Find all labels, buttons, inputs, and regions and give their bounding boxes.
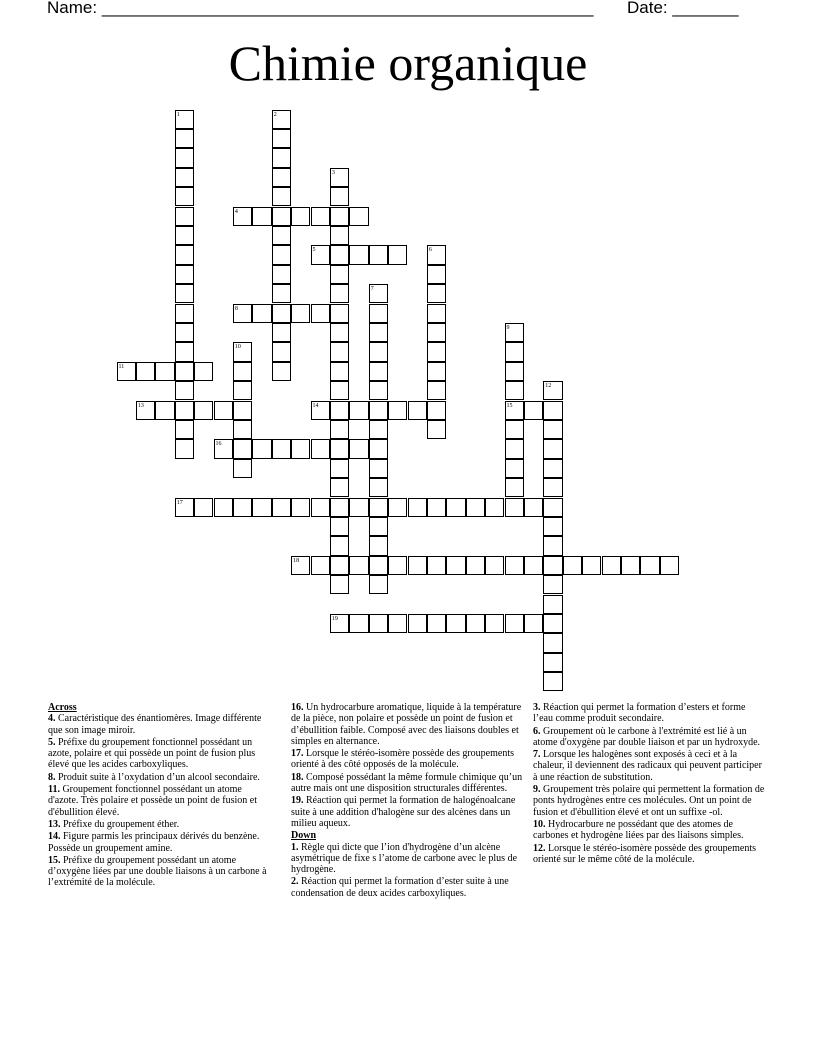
grid-cell[interactable] [214,498,233,517]
grid-cell[interactable] [252,439,271,458]
grid-cell[interactable] [543,401,562,420]
grid-cell[interactable] [543,595,562,614]
grid-cell[interactable] [330,342,349,361]
grid-cell[interactable] [233,362,252,381]
grid-cell[interactable] [369,614,388,633]
grid-cell[interactable] [155,362,174,381]
grid-cell[interactable] [505,478,524,497]
grid-cell[interactable] [252,304,271,323]
grid-cell[interactable] [427,362,446,381]
grid-cell[interactable] [543,498,562,517]
grid-cell[interactable] [175,401,194,420]
grid-cell[interactable] [369,517,388,536]
grid-clue-number: 6 [428,247,432,254]
grid-cell[interactable] [369,420,388,439]
grid-clue-number: 5 [312,247,316,254]
grid-cell[interactable] [175,226,194,245]
clue-down-2: 2. Réaction qui permet la formation d’ester suite à une condensation de deux acides carboxyliques. [291,876,509,899]
grid-cell[interactable] [543,517,562,536]
grid-cell[interactable] [330,207,349,226]
name-label: Name: [47,0,98,17]
clue-across-19: 19. Réaction qui permet la formation de halogénoalcane suite à une addition d'halogène sur des alcènes dans un milieu aqueux. [291,795,516,829]
down-heading: Down [291,830,317,842]
grid-clue-number: 19 [331,615,338,622]
clue-down-3: 3. Réaction qui permet la formation d’esters et forme l’eau comme produit secondaire. [533,702,746,725]
grid-clue-number: 11 [118,363,125,370]
grid-cell[interactable] [408,614,427,633]
grid-cell[interactable] [330,265,349,284]
grid-clue-number: 15 [506,402,513,409]
grid-cell[interactable] [505,614,524,633]
grid-cell[interactable] [505,439,524,458]
grid-cell[interactable] [330,401,349,420]
grid-cell[interactable] [175,265,194,284]
grid-cell[interactable] [330,226,349,245]
grid-cell[interactable] [369,575,388,594]
grid-cell[interactable] [175,284,194,303]
grid-cell[interactable] [175,207,194,226]
grid-clue-number: 7 [370,286,374,293]
grid-cell[interactable] [311,498,330,517]
clue-down-10: 10. Hydrocarbure ne possédant que des atomes de carbones et hydrogène liées par des liaisons simples. [533,818,744,842]
grid-cell[interactable] [427,381,446,400]
clue-down-6: 6. Groupement où le carbone à l'extrémité est lié à un atome d'oxygène par double liaison et par un hydroxyde. [533,725,761,748]
grid-cell[interactable] [330,304,349,323]
grid-cell[interactable] [543,633,562,652]
grid-cell[interactable] [330,556,349,575]
grid-cell[interactable] [330,575,349,594]
grid-cell[interactable] [505,459,524,478]
grid-cell[interactable] [175,168,194,187]
grid-cell[interactable] [485,614,504,633]
grid-cell[interactable] [330,536,349,555]
grid-clue-number: 10 [234,344,241,351]
grid-cell[interactable] [485,556,504,575]
grid-cell[interactable] [427,304,446,323]
grid-cell[interactable] [369,381,388,400]
grid-cell[interactable] [291,207,310,226]
grid-cell[interactable] [330,245,349,264]
grid-cell[interactable] [194,362,213,381]
grid-cell[interactable] [505,420,524,439]
grid-cell[interactable] [233,459,252,478]
grid-cell[interactable] [369,245,388,264]
grid-cell[interactable] [349,401,368,420]
grid-cell[interactable] [175,342,194,361]
grid-cell[interactable] [155,401,174,420]
grid-cell[interactable] [543,478,562,497]
grid-cell[interactable] [175,323,194,342]
clue-down-7: 7. Lorsque les halogènes sont exposés à ceci et à la chaleur, il deviennent des radicaux qui peuvent participer à une réaction de substitution. [533,749,762,783]
grid-cell[interactable] [233,420,252,439]
grid-cell[interactable] [330,284,349,303]
grid-cell[interactable] [369,459,388,478]
grid-cell[interactable] [408,401,427,420]
grid-cell[interactable] [369,556,388,575]
grid-cell[interactable] [427,323,446,342]
grid-cell[interactable] [369,498,388,517]
grid-cell[interactable] [272,148,291,167]
grid-clue-number: 13 [137,402,144,409]
grid-cell[interactable] [369,323,388,342]
grid-cell[interactable] [272,342,291,361]
grid-cell[interactable] [330,439,349,458]
grid-cell[interactable] [582,556,601,575]
grid-cell[interactable] [543,556,562,575]
grid-cell[interactable] [311,304,330,323]
grid-cell[interactable] [543,420,562,439]
date-label: Date: [627,0,668,17]
name-field[interactable] [47,0,593,18]
grid-cell[interactable] [233,401,252,420]
grid-clue-number: 14 [312,402,319,409]
grid-cell[interactable] [640,556,659,575]
grid-cell[interactable] [505,342,524,361]
grid-cell[interactable] [602,556,621,575]
right-clues-column [533,702,767,866]
grid-cell[interactable] [427,420,446,439]
grid-cell[interactable] [388,245,407,264]
grid-cell[interactable] [330,459,349,478]
grid-cell[interactable] [621,556,640,575]
grid-cell[interactable] [272,323,291,342]
grid-cell[interactable] [427,614,446,633]
clue-down-9: 9. Groupement très polaire qui permettent la formation de ponts hydrogènes entre ces molécules. Ont un point de fusion et d'ébullition élevé et ont un suffixe -ol. [533,784,765,818]
grid-cell[interactable] [369,304,388,323]
grid-cell[interactable] [505,556,524,575]
grid-cell[interactable] [466,614,485,633]
clue-across-16: 16. Un hydrocarbure aromatique, liquide à la température de la pièce, non polaire et possède un point de fusion et d’ébullition faible. Composé avec des liaisons doubles et simples en alternance. [291,702,522,747]
clue-across-8: 8. Produit suite à l’oxydation d’un alcool secondaire. [48,771,260,783]
grid-cell[interactable] [349,245,368,264]
grid-cell[interactable] [136,362,155,381]
grid-cell[interactable] [272,245,291,264]
grid-cell[interactable] [427,401,446,420]
grid-cell[interactable] [388,401,407,420]
grid-cell[interactable] [272,129,291,148]
grid-clue-number: 17 [176,499,183,506]
grid-cell[interactable] [524,498,543,517]
grid-cell[interactable] [272,226,291,245]
grid-cell[interactable] [291,498,310,517]
grid-clue-number: 1 [176,111,180,118]
grid-cell[interactable] [505,362,524,381]
grid-cell[interactable] [175,439,194,458]
grid-clue-number: 4 [234,208,238,215]
grid-cell[interactable] [524,556,543,575]
grid-cell[interactable] [330,498,349,517]
grid-cell[interactable] [330,187,349,206]
grid-cell[interactable] [427,342,446,361]
grid-cell[interactable] [330,420,349,439]
grid-cell[interactable] [524,614,543,633]
grid-cell[interactable] [330,478,349,497]
clue-down-1: 1. Règle qui dicte que l’ion d'hydrogène d’un alcène asymétrique de fixe s l’atome de carbone avec le plus de hydrogène. [291,841,518,876]
page-title: Chimie organique [228,35,588,91]
grid-cell[interactable] [175,362,194,381]
grid-cell[interactable] [311,556,330,575]
grid-cell[interactable] [446,498,465,517]
grid-clue-number: 8 [234,305,238,312]
grid-cell[interactable] [311,207,330,226]
clue-across-18: 18. Composé possédant la même formule chimique qu’un autre mais ont une disposition structurales différentes. [291,771,523,795]
grid-cell[interactable] [349,614,368,633]
grid-cell[interactable] [369,362,388,381]
grid-cell[interactable] [369,478,388,497]
grid-cell[interactable] [272,265,291,284]
grid-cell[interactable] [505,381,524,400]
grid-cell[interactable] [543,672,562,691]
grid-cell[interactable] [349,556,368,575]
grid-cell[interactable] [466,498,485,517]
grid-cell[interactable] [466,556,485,575]
grid-cell[interactable] [427,498,446,517]
name-line[interactable]: ____________________________________________________ [101,0,594,17]
grid-cell[interactable] [175,187,194,206]
clue-across-15: 15. Préfixe du groupement possédant un atome d’oxygène liées par une double liaisons à un carbone à l’extrémité de la molécule. [48,854,267,889]
grid-cell[interactable] [272,284,291,303]
grid-cell[interactable] [349,439,368,458]
grid-cell[interactable] [388,498,407,517]
grid-clue-number: 9 [506,324,510,331]
grid-cell[interactable] [175,381,194,400]
grid-cell[interactable] [272,207,291,226]
grid-cell[interactable] [272,304,291,323]
grid-cell[interactable] [311,439,330,458]
grid-clue-number: 18 [293,557,300,564]
grid-clue-number: 2 [273,111,277,118]
grid-cell[interactable] [272,498,291,517]
grid-cell[interactable] [291,439,310,458]
grid-cell[interactable] [485,498,504,517]
grid-cell[interactable] [252,207,271,226]
grid-cell[interactable] [427,284,446,303]
grid-cell[interactable] [543,459,562,478]
middle-clues-column [291,702,523,900]
grid-clue-number: 16 [215,441,222,448]
grid-cell[interactable] [175,304,194,323]
grid-cell[interactable] [543,536,562,555]
grid-cell[interactable] [233,498,252,517]
grid-cell[interactable] [194,498,213,517]
grid-clue-number: 3 [331,169,335,176]
grid-cell[interactable] [524,401,543,420]
grid-cell[interactable] [330,517,349,536]
grid-cell[interactable] [175,420,194,439]
grid-cell[interactable] [194,401,213,420]
clue-across-13: 13. Préfixe du groupement éther. [48,818,180,830]
grid-cell[interactable] [330,323,349,342]
grid-cell[interactable] [446,556,465,575]
grid-cell[interactable] [175,129,194,148]
grid-cell[interactable] [543,653,562,672]
across-heading: Across [48,702,77,713]
grid-cell[interactable] [505,498,524,517]
clue-across-5: 5. Préfixe du groupement fonctionnel possédant un azote, polaire et qui possède un point de fusion plus élevé que les acides carboxyliques. [48,736,256,771]
grid-cell[interactable] [543,575,562,594]
grid-cell[interactable] [369,342,388,361]
clue-across-11: 11. Groupement fonctionnel possédant un atome d'azote. Très polaire et possède un point de fusion et d'ébullition élevé. [48,784,257,818]
grid-cell[interactable] [175,148,194,167]
clue-down-12: 12. Lorsque le stéréo-isomère possède des groupements orienté sur le même côté de la molécule. [533,842,756,865]
grid-cell[interactable] [388,614,407,633]
grid-cell[interactable] [330,381,349,400]
grid-cell[interactable] [214,401,233,420]
grid-cell[interactable] [369,536,388,555]
grid-cell[interactable] [563,556,582,575]
date-line[interactable]: _______ [672,0,739,17]
grid-cell[interactable] [408,498,427,517]
grid-cell[interactable] [369,401,388,420]
grid-cell[interactable] [408,556,427,575]
grid-cell[interactable] [272,168,291,187]
grid-cell[interactable] [349,207,368,226]
grid-cell[interactable] [291,304,310,323]
clue-across-14: 14. Figure parmis les principaux dérivés du benzène. Possède un groupement amine. [48,831,260,854]
grid-clue-number: 12 [545,383,552,390]
grid-cell[interactable] [660,556,679,575]
grid-cell[interactable] [272,439,291,458]
grid-cell[interactable] [543,614,562,633]
clue-across-4: 4. Caractéristique des énantiomères. Image différente que son image miroir. [48,713,262,736]
grid-cell[interactable] [427,265,446,284]
grid-cell[interactable] [349,498,368,517]
clue-across-17: 17. Lorsque le stéréo-isomère possède des groupements orienté à des côté opposés de la molécule. [291,748,514,771]
grid-cell[interactable] [175,245,194,264]
grid-cell[interactable] [543,439,562,458]
grid-cell[interactable] [427,556,446,575]
grid-cell[interactable] [369,439,388,458]
grid-cell[interactable] [330,362,349,381]
grid-cell[interactable] [388,556,407,575]
grid-cell[interactable] [446,614,465,633]
date-field[interactable] [627,0,739,18]
across-clues-column [48,702,270,890]
grid-cell[interactable] [272,362,291,381]
grid-cell[interactable] [272,187,291,206]
grid-cell[interactable] [233,381,252,400]
grid-cell[interactable] [233,439,252,458]
grid-cell[interactable] [252,498,271,517]
